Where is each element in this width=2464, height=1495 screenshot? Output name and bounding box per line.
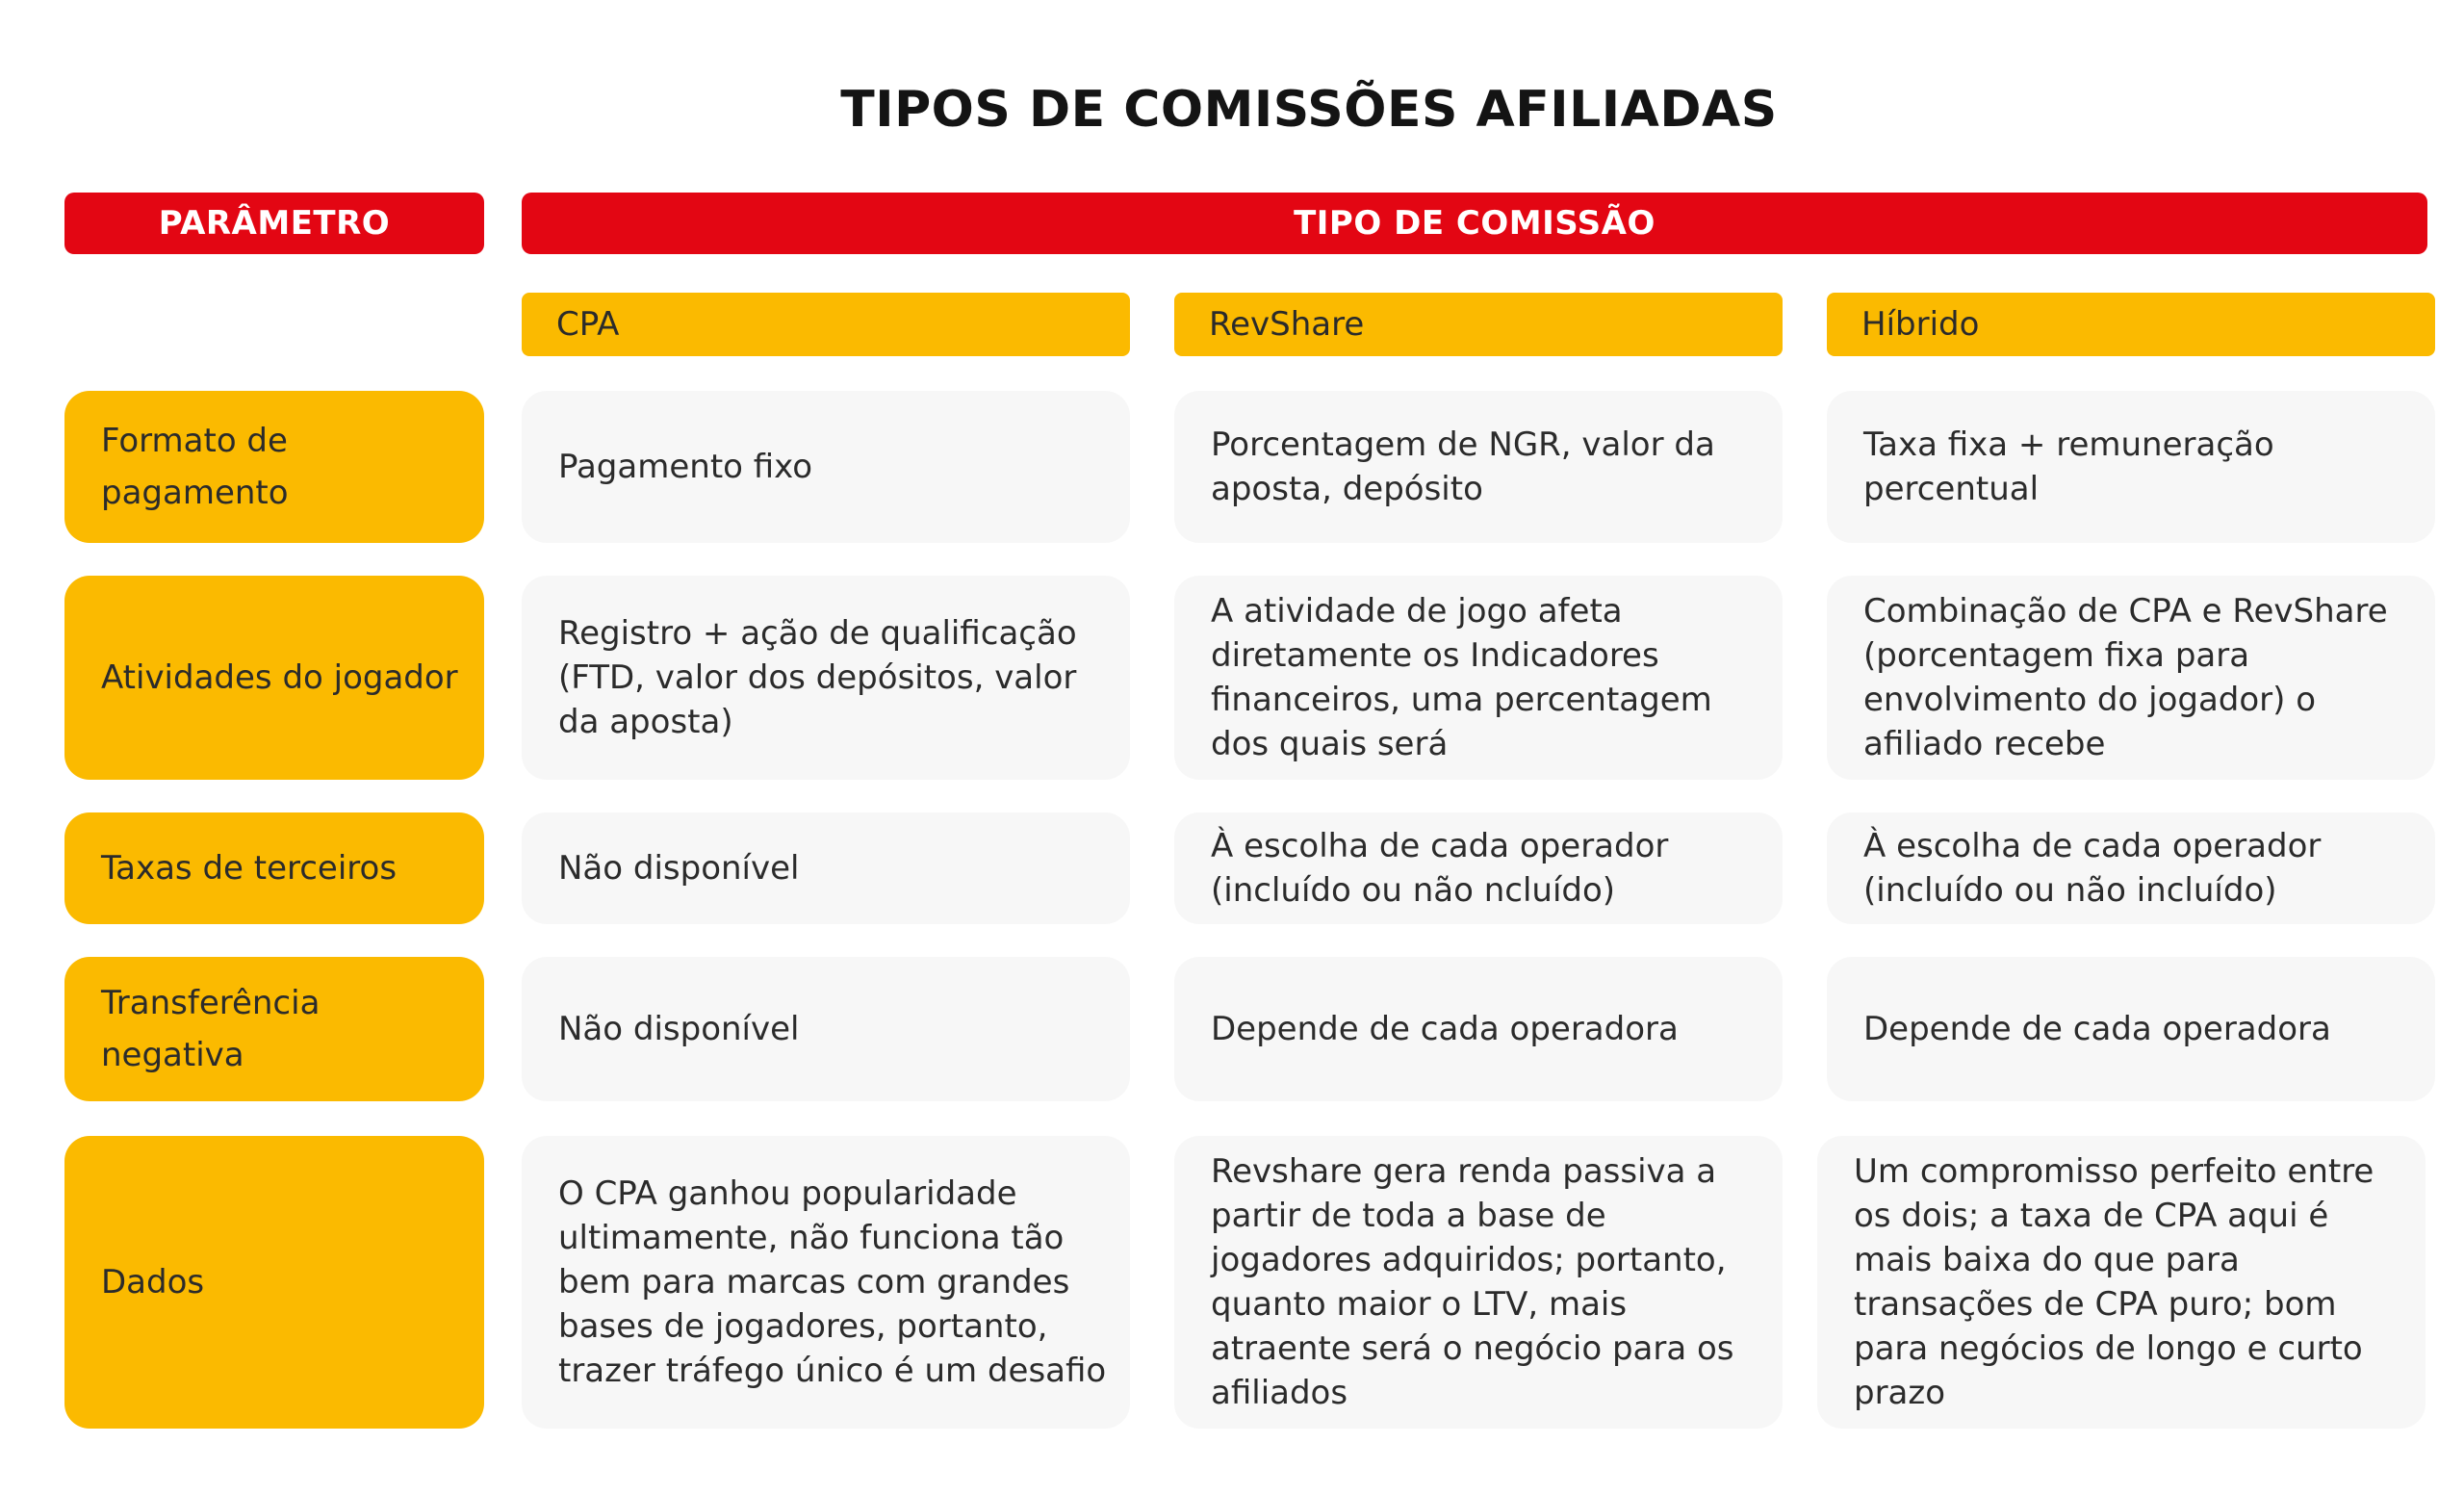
cell-cpa-transferencia: Não disponível [522,957,1130,1101]
cell-hibrido-taxas: À escolha de cada operador (incluído ou não incluído) [1827,812,2435,924]
cell-hibrido-transferencia: Depende de cada operadora [1827,957,2435,1101]
page-title: TIPOS DE COMISSÕES AFILIADAS [840,81,1778,139]
row-label-atividades-do-jogador: Atividades do jogador [64,576,484,780]
cell-hibrido-atividades: Combinação de CPA e RevShare (porcentagem fixa para envolvimento do jogador) o afiliado recebe [1827,576,2435,780]
cell-revshare-atividades: A atividade de jogo afeta diretamente os Indicadores financeiros, uma percentagem dos quais será [1174,576,1783,780]
cell-revshare-formato: Porcentagem de NGR, valor da aposta, depósito [1174,391,1783,543]
cell-cpa-formato: Pagamento fixo [522,391,1130,543]
cell-cpa-dados: O CPA ganhou popularidade ultimamente, não funciona tão bem para marcas com grandes bases de jogadores, portanto, trazer tráfego único é um desafio [522,1136,1130,1429]
row-label-transferencia-negativa: Transferência negativa [64,957,484,1101]
column-header-hibrido: Híbrido [1827,293,2435,356]
column-header-revshare: RevShare [1174,293,1783,356]
cell-cpa-atividades: Registro + ação de qualificação (FTD, valor dos depósitos, valor da aposta) [522,576,1130,780]
row-label-formato-de-pagamento: Formato de pagamento [64,391,484,543]
cell-revshare-taxas: À escolha de cada operador (incluído ou não ncluído) [1174,812,1783,924]
cell-cpa-taxas: Não disponível [522,812,1130,924]
parameter-header: PARÂMETRO [64,193,484,254]
row-label-dados: Dados [64,1136,484,1429]
commission-type-header: TIPO DE COMISSÃO [522,193,2427,254]
cell-revshare-dados: Revshare gera renda passiva a partir de toda a base de jogadores adquiridos; portanto, quanto maior o LTV, mais atraente será o negócio para os afiliados [1174,1136,1783,1429]
cell-hibrido-dados: Um compromisso perfeito entre os dois; a taxa de CPA aqui é mais baixa do que para transações de CPA puro; bom para negócios de longo e curto prazo [1817,1136,2426,1429]
row-label-taxas-de-terceiros: Taxas de terceiros [64,812,484,924]
cell-hibrido-formato: Taxa fixa + remuneração percentual [1827,391,2435,543]
cell-revshare-transferencia: Depende de cada operadora [1174,957,1783,1101]
column-header-cpa: CPA [522,293,1130,356]
